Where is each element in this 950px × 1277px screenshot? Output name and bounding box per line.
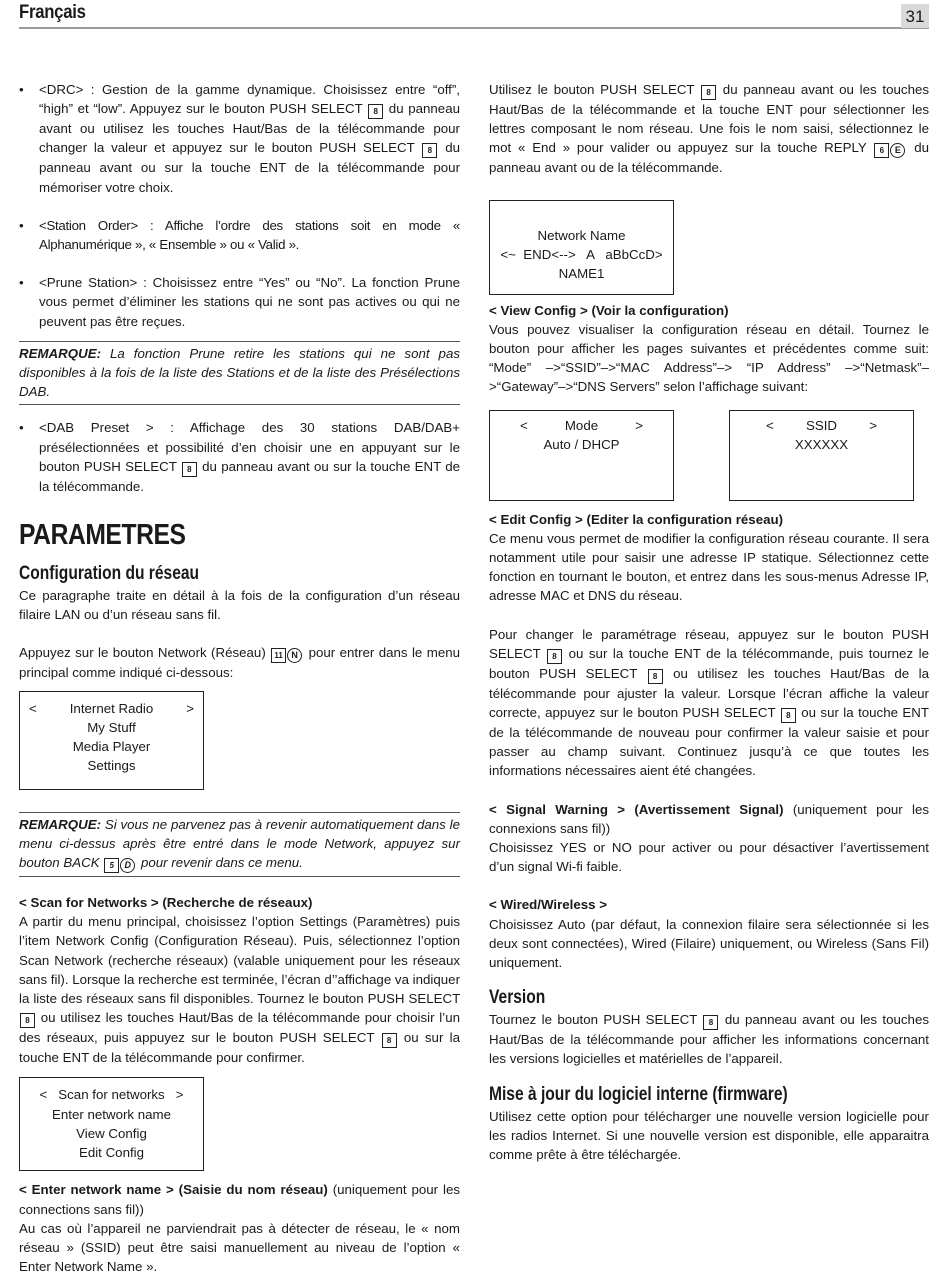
menu-item: Media Player — [72, 739, 151, 755]
version-text: Tournez le bouton PUSH SELECT 8 du panneau avant ou les touches Haut/Bas de la télécommande pour afficher les informations concernant les versions logicielles et matérielles de l’appareil. — [489, 1012, 929, 1067]
push-select-key-icon: 8 — [422, 143, 437, 158]
next-arrow: > — [635, 417, 643, 433]
network-key-icon: 11 — [271, 648, 286, 663]
menu-item: Enter network name — [52, 1106, 171, 1122]
reply-key-icon: 6 — [874, 143, 889, 158]
remark-note-back: REMARQUE: Si vous ne parvenez pas à revenir automatiquement dans le menu ci-dessus après être entré dans le mode Network, appuyez sur bouton BACK 5 D pour revenir dans ce menu. — [19, 812, 460, 877]
push-select-key-icon: 8 — [382, 1033, 397, 1048]
right-column — [489, 80, 929, 1164]
scan-text: A partir du menu principal, choisissez l’option Settings (Paramètres) puis l’item Network Config (Configuration Réseau). Puis, sélectionnez l’option Scan Network (recherche réseaux) (valable uniquement pour les réseaux sans fil). Lorsque la recherche est terminée, l’écran d’’affichage va indiquer la liste des réseaux sans fil disponibles. Tournez le bouton PUSH SELECT 8 ou utilisez les touches Haut/Bas de la télécommande pour choisir l’un des réseaux, puis appuyez sur le bouton PUSH SELECT 8 ou sur la touche ENT de la télécommande pour confirmer. — [19, 914, 460, 1066]
network-name-display — [489, 200, 674, 295]
language-label: Français — [19, 2, 86, 23]
d-key-icon: D — [120, 858, 135, 873]
push-select-key-icon: 8 — [701, 85, 716, 100]
wired-text: Choisissez Auto (par défaut, la connexion filaire sera sélectionnée si les deux sont connectées), Wired (Filaire) uniquement, ou Wireless (Sans Fil) uniquement. — [489, 916, 929, 971]
drc-item: • <DRC> : Gestion de la gamme dynamique. Choisissez entre “off”, “high” et “low”. Appuyez sur le bouton PUSH SELECT 8 du panneau avant ou utilisez les touches Haut/Bas de la télécommande pour changer la valeur et appuyez sur le bouton PUSH SELECT 8 du panneau avant ou sur la touche ENT de la télécommande pour mémoriser votre choix. — [19, 80, 460, 197]
push-select-key-icon: 8 — [20, 1013, 35, 1028]
menu-item: Edit Config — [78, 1145, 145, 1161]
menu-item: View Config — [76, 1125, 147, 1141]
push-select-key-icon: 8 — [648, 669, 663, 684]
network-press-text: Appuyez sur le bouton Network (Réseau) 11 N pour entrer dans le menu principal comme indiqué ci-dessous: — [19, 645, 461, 681]
push-select-key-icon: 8 — [703, 1015, 718, 1030]
prev-arrow: < — [29, 700, 37, 716]
push-select-key-icon: 8 — [368, 104, 383, 119]
mode-display — [489, 410, 674, 501]
menu-item: Internet Radio — [69, 700, 154, 716]
firmware-title: Mise à jour du logiciel interne (firmware) — [489, 1083, 788, 1105]
network-menu-display — [19, 1077, 204, 1171]
wired-title: < Wired/Wireless > — [489, 897, 608, 913]
remark-label: REMARQUE: — [19, 345, 101, 361]
subsection-title: Configuration du réseau — [19, 563, 200, 585]
main-menu-display — [19, 691, 204, 790]
remark-note: REMARQUE: La fonction Prune retire les stations qui ne sont pas disponibles à la fois de la liste des Stations et de la liste des Présélections DAB. — [19, 341, 460, 406]
push-select-key-icon: 8 — [182, 462, 197, 477]
menu-item: Settings — [87, 758, 136, 774]
mode-value: Auto / DHCP — [543, 436, 620, 452]
remark-label: REMARQUE: — [19, 816, 101, 832]
display-line: Network Name — [537, 227, 626, 243]
scan-title: < Scan for Networks > (Recherche de réseaux) — [19, 895, 313, 911]
prev-arrow: < — [766, 417, 774, 433]
display-line: NAME1 — [558, 266, 605, 282]
enter-text: Au cas où l’appareil ne parviendrait pas à détecter de réseau, le « nom réseau » (SSID) peut être saisi manuellement au niveau de l’option « Enter Network Name ». — [19, 1220, 460, 1275]
e-key-icon: E — [890, 143, 905, 158]
prev-arrow: < — [520, 417, 528, 433]
menu-item: < Scan for networks > — [39, 1087, 184, 1103]
edit-config-title: < Edit Config > (Editer la configuration réseau) — [489, 511, 784, 527]
menu-item: My Stuff — [87, 719, 136, 735]
station-order-item: • <Station Order> : Affiche l’ordre des stations soit en mode « Alphanumérique », « Ensemble » ou « Valid ». — [19, 216, 460, 254]
config-displays — [489, 410, 929, 501]
signal-text: Choisissez YES or NO pour activer ou pour désactiver l’avertissement d’un signal Wi-fi faible. — [489, 840, 929, 875]
view-config-title: < View Config > (Voir la configuration) — [489, 302, 729, 318]
firmware-text: Utilisez cette option pour télécharger une nouvelle version logicielle pour les radios Internet. Si une nouvelle version est disponible, elle apparaitra comme prête à être téléchargée. — [489, 1108, 929, 1163]
enter-network-name: < Enter network name > (Saisie du nom réseau) (uniquement pour les connections sans fil)) — [19, 1182, 460, 1217]
view-config-text: Vous pouvez visualiser la configuration réseau en détail. Tournez le bouton pour afficher les pages suivantes et précédentes comme suit: “Mode” –>“SSID”–>“MAC Address”–> “IP Address” –>“Netmask”–>“Gateway”–>“DNS Servers” selon l’affichage suivant: — [489, 321, 929, 395]
edit-config-text: Ce menu vous permet de modifier la configuration réseau courante. Il sera notamment utile pour saisir une adresse IP statique. Sélectionnez cette fonction en tournant le bouton, et entrez dans les sous-menus Adresse IP, adresse MAC et DNS du réseau. — [489, 530, 929, 604]
ssid-display — [729, 410, 914, 501]
n-key-icon: N — [287, 648, 302, 663]
display-line: <~ END<--> A aBbCcD> — [500, 246, 663, 262]
next-arrow: > — [186, 700, 194, 716]
ssid-value: XXXXXX — [794, 436, 849, 452]
page-number: 31 — [901, 4, 929, 28]
page-header — [19, 0, 929, 30]
ssid-label: SSID — [805, 417, 838, 433]
left-column — [19, 80, 460, 1277]
version-title: Version — [489, 987, 546, 1009]
mode-label: Mode — [564, 417, 599, 433]
change-text: Pour changer le paramétrage réseau, appuyez sur le bouton PUSH SELECT 8 ou sur la touche ENT de la télécommande, puis tournez le bouton PUSH SELECT 8 ou utilisez les touches Haut/Bas de la télécommande pour ajuster la valeur. Lorsque l’écran affiche la valeur correcte, appuyez sur le bouton PUSH SELECT 8 ou sur la touche ENT de la télécommande de nouveau pour confirmer la valeur saisie et pour passer au champ suivant. Continuez jusqu’à ce que toutes les informations nécessaires aient été changées. — [489, 626, 929, 779]
dab-preset-item: • <DAB Preset > : Affichage des 30 stations DAB/DAB+ présélectionnées et possibilité d’en choisir une en appuyant sur le bouton PUSH SELECT 8 du panneau avant ou sur la touche ENT de la télécommande. — [19, 418, 460, 496]
push-select-key-icon: 8 — [547, 649, 562, 664]
header-rule — [19, 27, 929, 29]
prune-station-item: • <Prune Station> : Choisissez entre “Yes” ou “No”. La fonction Prune vous permet d’éliminer les stations qui ne sont pas actives ou qui ne peuvent pas être reçues. — [19, 273, 460, 331]
back-key-icon: 5 — [104, 858, 119, 873]
push-select-key-icon: 8 — [781, 708, 796, 723]
config-intro: Ce paragraphe traite en détail à la fois de la configuration d’un réseau filaire LAN ou d’un réseau sans fil. — [19, 588, 460, 623]
signal-warning: < Signal Warning > (Avertissement Signal) (uniquement pour les connexions sans fil)) — [489, 801, 929, 836]
next-arrow: > — [869, 417, 877, 433]
section-title: PARAMETRES — [19, 519, 186, 552]
select-text: Utilisez le bouton PUSH SELECT 8 du panneau avant ou les touches Haut/Bas de la télécommande et la touche ENT pour sélectionner les lettres composant le nom réseau. Une fois le nom saisi, sélectionnez le mot « End » pour valider ou appuyez sur la touche REPLY 6 E du panneau avant ou de la télécommande. — [489, 82, 930, 176]
